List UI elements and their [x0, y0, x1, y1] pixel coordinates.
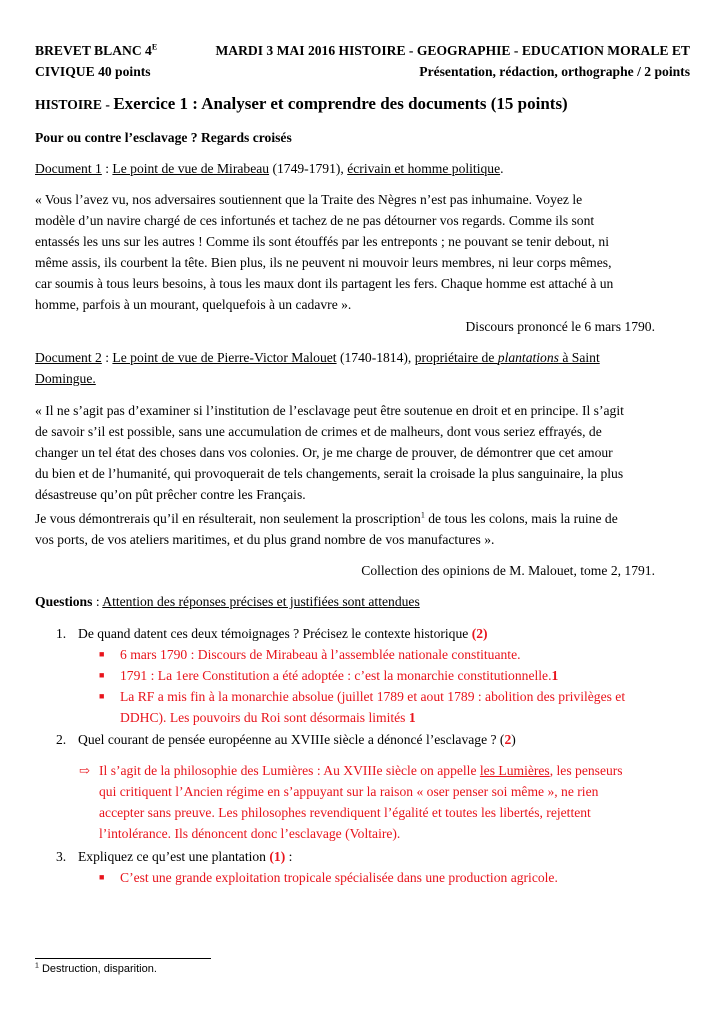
doc1-line: « Vous l’avez vu, nos adversaires soutiennent que la Traite des Nègres n’est pas inhumaine. Voyez le [35, 192, 583, 207]
doc2-para2-text: Je vous démontrerais qu’il en résulterait, non seulement la proscription [35, 511, 421, 526]
doc2-source: Collection des opinions de M. Malouet, tome 2, 1791. [361, 563, 655, 578]
doc1-heading [35, 158, 690, 179]
doc2-who: Le point de vue de Pierre-Victor Malouet [112, 350, 337, 365]
question-text: De quand datent ces deux témoignages ? Précisez le contexte historique [78, 626, 472, 641]
footnote-ref[interactable]: 1 [420, 510, 425, 520]
doc2-dates: (1740-1814), [336, 350, 415, 365]
doc1-line: même assis, ils courbent la tête. Bien plus, ils ne peuvent ni mouvoir leurs membres, ni leur corps mêmes, [35, 255, 612, 270]
question-text: : [285, 849, 293, 864]
answer-mark: 1 [551, 668, 559, 683]
doc1-source: Discours prononcé le 6 mars 1790. [465, 319, 655, 334]
doc2-para2-line2: vos ports, de vos ateliers maritimes, et du plus grand nombre de vos manufactures ». [35, 532, 495, 547]
arrow-right-icon: ⇨ [79, 763, 90, 778]
question-number: 3. [56, 849, 67, 864]
doc2-sep: : [101, 350, 113, 365]
exercise-subtitle: Pour ou contre l’esclavage ? Regards croisés [35, 130, 292, 145]
answer-text: 1791 : La 1ere Constitution a été adoptée : c’est la monarchie constitutionnelle. [120, 668, 552, 683]
answer-text: C’est une grande exploitation tropicale spécialisée dans une production agricole. [120, 870, 558, 885]
doc2-para2-text: de tous les colons, mais la ruine de [424, 511, 618, 526]
doc1-dates: (1749-1791), [269, 161, 348, 176]
header-line-1 [35, 40, 690, 61]
header-points: CIVIQUE 40 points [35, 64, 151, 79]
question-number: 2. [56, 732, 67, 747]
doc2-heading [35, 347, 690, 389]
header-date-subject: MARDI 3 MAI 2016 HISTOIRE - GEOGRAPHIE - EDUCATION MORALE ET [215, 43, 690, 58]
footnote [35, 963, 157, 975]
answer-text: DDHC). Les pouvoirs du Roi sont désormais limités [120, 710, 409, 725]
doc2-quote-para2 [35, 508, 690, 550]
answer-text: qui critiquent l’Ancien régime en s’appuyant sur la raison « oser penser soi même », ne rien [99, 784, 599, 799]
doc2-line: changer un tel état des choses dans vos colonies. Or, je me charge de prouver, de démontrer que cet amour [35, 445, 613, 460]
questions-heading [35, 591, 690, 612]
question-points: 2 [504, 732, 512, 747]
doc2-line: du bien et de l’humanité, qui provoquerait de tels changements, serait la croisade la plus sanguinaire, la plus [35, 466, 624, 481]
doc1-line: homme, parfois à un mourant, quelquefois à un cadavre ». [35, 297, 352, 312]
footnote-divider [35, 958, 211, 959]
header-line-2 [35, 61, 690, 82]
doc1-line: modèle d’un navire chargé de ces infortunés et tachez de ne pas détourner vos regards. Comme ils sont [35, 213, 595, 228]
header-exam-label: BREVET BLANC $4^E$ [35, 42, 158, 58]
answer-text: La RF a mis fin à la monarchie absolue (juillet 1789 et aout 1789 : abolition des privilèges et [120, 689, 626, 704]
doc1-label: Document 1 [35, 161, 102, 176]
questions-sep: : [92, 594, 103, 609]
footnote-number: 1 [35, 962, 39, 970]
square-bullet-icon: ■ [99, 670, 105, 680]
answer-mark: 1 [408, 710, 416, 725]
answer-text: 6 mars 1790 : Discours de Mirabeau à l’assemblée nationale constituante. [120, 647, 521, 662]
question-points: (1) [269, 849, 286, 864]
doc2-role: propriétaire de plantations à Saint [414, 350, 600, 365]
doc2-line: désastreuse qu’on pût prêcher contre les Français. [35, 487, 306, 502]
doc2-quote [35, 400, 690, 505]
answer-text: accepter sans preuve. Les philosophes revendiquent l’égalité et toutes les libertés, rejettent [99, 805, 591, 820]
square-bullet-icon: ■ [99, 872, 105, 882]
doc2-role-line2: Domingue. [35, 371, 96, 386]
exercise-prefix: HISTOIRE - [35, 97, 114, 112]
question-text: ) [511, 732, 516, 747]
exercise-heading: Exercice 1 : Analyser et comprendre des documents (15 points) [113, 94, 568, 113]
question-number: 1. [56, 626, 67, 641]
header-presentation-points: Présentation, rédaction, orthographe / 2 points [419, 64, 690, 79]
answer-text: Il s’agit de la philosophie des Lumières : Au XVIIIe siècle on appelle [99, 763, 480, 778]
doc1-line: car soumis à tous leurs besoins, à tous les maux dont ils partagent les fers. Chaque homme est attaché à un [35, 276, 614, 291]
doc1-end: . [500, 161, 504, 176]
square-bullet-icon: ■ [99, 649, 105, 659]
doc1-line: entassés les uns sur les autres ! Comme ils sont étouffés par les entreponts ; ne pouvant se tenir debout, ni [35, 234, 609, 249]
questions-instruction: Attention des réponses précises et justifiées sont attendues [102, 594, 420, 609]
doc2-line: « Il ne s’agit pas d’examiner si l’institution de l’esclavage peut être soutenue en droit et en principe. Il s’agit [35, 403, 624, 418]
answer-text: , les penseurs [549, 763, 623, 778]
question-text: Expliquez ce qu’est une plantation [78, 849, 270, 864]
doc1-sep: : [101, 161, 113, 176]
doc2-line: de savoir s’il est possible, sans une accumulation de crimes et de malheurs, dont vous seriez effrayés, de [35, 424, 602, 439]
doc1-quote [35, 189, 690, 315]
doc1-role: écrivain et homme politique [347, 161, 501, 176]
footnote-text: Destruction, disparition. [38, 963, 157, 975]
answer-text: l’intolérance. Ils dénoncent donc l’esclavage (Voltaire). [99, 826, 401, 841]
answer-text-underlined: les Lumières [479, 763, 550, 778]
questions-label: Questions [35, 594, 93, 609]
doc2-label: Document 2 [35, 350, 102, 365]
square-bullet-icon: ■ [99, 691, 105, 701]
question-points: (2) [471, 626, 488, 641]
doc1-who: Le point de vue de Mirabeau [112, 161, 270, 176]
question-text: Quel courant de pensée européenne au XVIIIe siècle a dénoncé l’esclavage ? ( [78, 732, 505, 747]
exercise-title [35, 93, 690, 115]
